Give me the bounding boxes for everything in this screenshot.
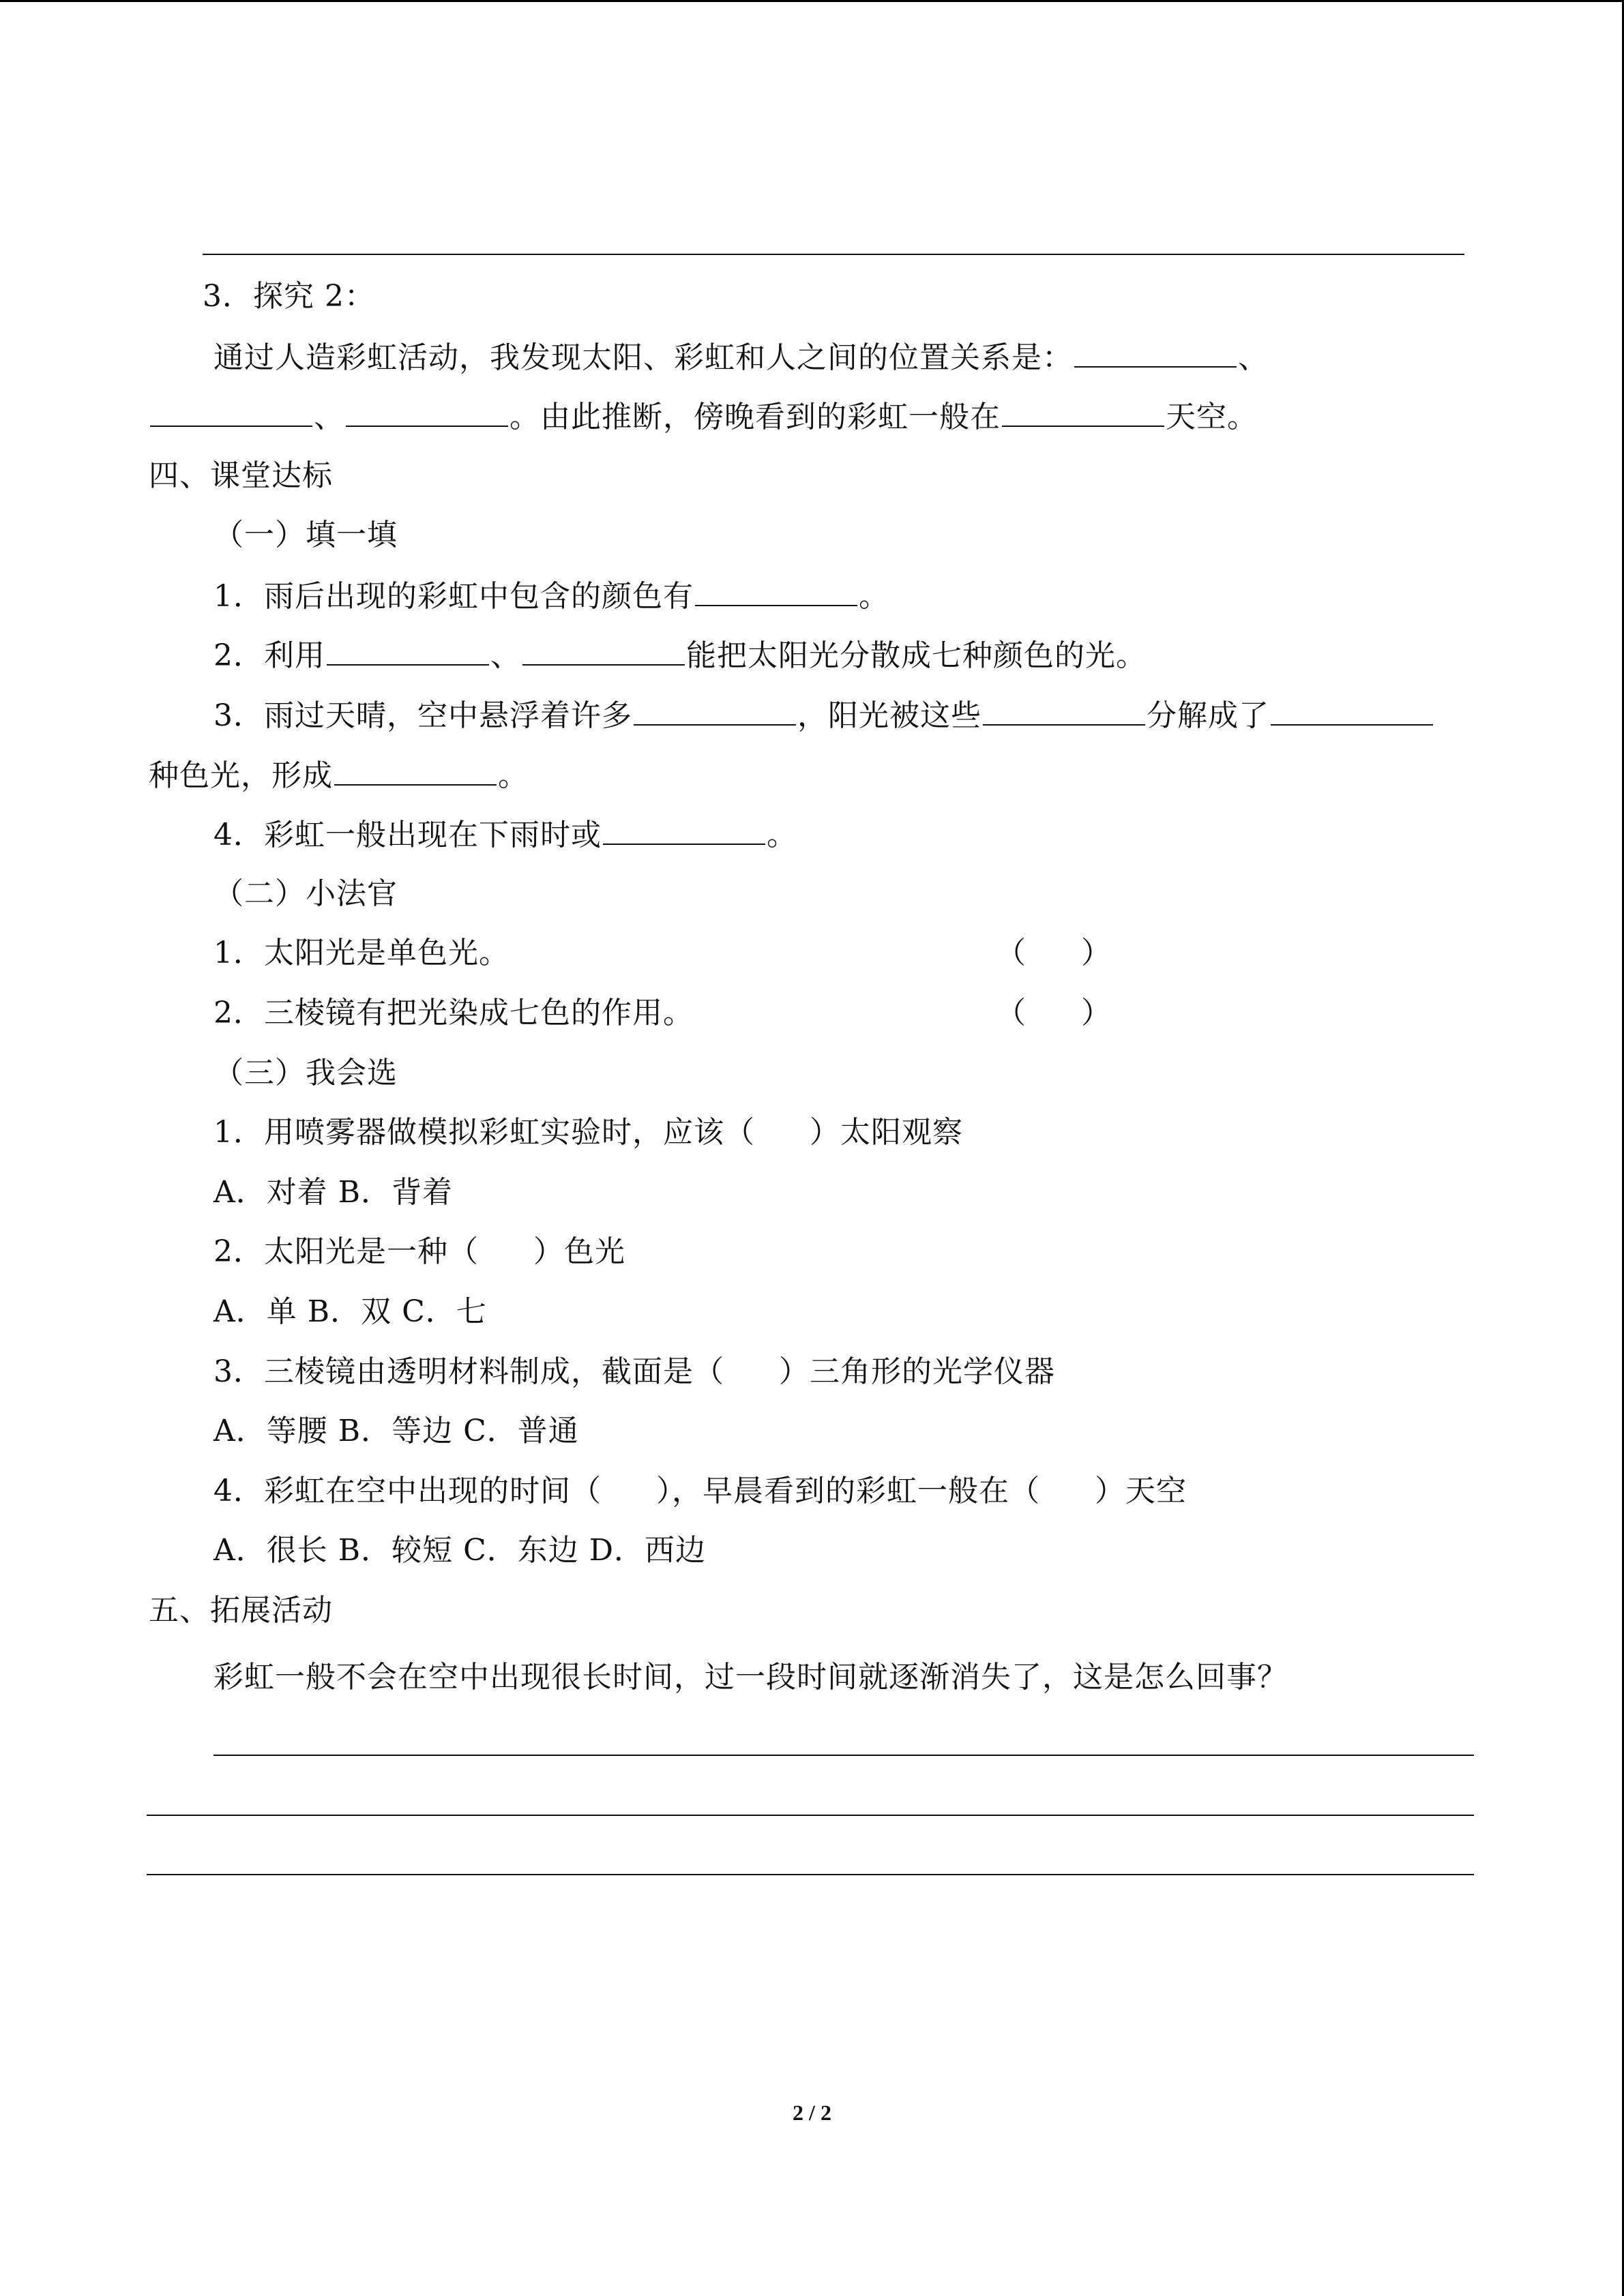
explore-heading: 3．探究 2：	[203, 279, 375, 314]
choose-question-2: 2．太阳光是一种（ ）色光	[213, 1234, 625, 1269]
section-5-title: 五、拓展活动	[149, 1593, 333, 1628]
choose-title: （三）我会选	[213, 1056, 398, 1090]
choose-options-3: A．等腰 B．等边 C．普通	[213, 1414, 579, 1448]
judge-question-1: 1．太阳光是单色光。	[213, 936, 510, 970]
blank-input[interactable]	[346, 396, 508, 427]
judge-answer-2[interactable]: （ ）	[996, 996, 1112, 1030]
explore-line-2: 、 。由此推断，傍晚看到的彩虹一般在 天空。	[149, 396, 1258, 438]
judge-answer-1[interactable]: （ ）	[996, 936, 1112, 970]
answer-line[interactable]	[147, 1874, 1474, 1875]
page-frame-top	[0, 0, 1624, 2]
blank-input[interactable]	[634, 694, 796, 726]
choose-question-4: 4．彩虹在空中出现的时间（ ），早晨看到的彩虹一般在（ ）天空	[213, 1474, 1187, 1508]
blank-input[interactable]	[334, 754, 497, 786]
blank-input[interactable]	[1002, 396, 1164, 427]
explore-line-1: 通过人造彩虹活动，我发现太阳、彩虹和人之间的位置关系是： 、	[213, 336, 1269, 378]
choose-options-1: A．对着 B．背着	[213, 1175, 454, 1210]
blank-input[interactable]	[327, 634, 489, 666]
extension-question: 彩虹一般不会在空中出现很长时间，过一段时间就逐渐消失了，这是怎么回事？	[213, 1660, 1288, 1695]
choose-options-2: A．单 B．双 C．七	[213, 1294, 487, 1329]
fill-question-1: 1．雨后出现的彩虹中包含的颜色有 。	[213, 575, 889, 617]
fill-question-3: 3．雨过天晴，空中悬浮着许多 ，阳光被这些 分解成了	[213, 694, 1434, 736]
judge-title: （二）小法官	[213, 876, 398, 911]
choose-options-4: A．很长 B．较短 C．东边 D．西边	[213, 1533, 707, 1568]
blank-input[interactable]	[1271, 694, 1433, 726]
blank-input[interactable]	[603, 814, 765, 845]
fill-question-2: 2．利用 、 能把太阳光分散成七种颜色的光。	[213, 634, 1147, 676]
answer-line[interactable]	[213, 1755, 1474, 1756]
blank-input[interactable]	[695, 575, 857, 606]
choose-question-3: 3．三棱镜由透明材料制成，截面是（ ）三角形的光学仪器	[213, 1354, 1055, 1389]
blank-input[interactable]	[522, 634, 685, 666]
page-number: 2 / 2	[793, 2100, 831, 2125]
blank-input[interactable]	[150, 396, 312, 427]
blank-input[interactable]	[983, 694, 1145, 726]
fill-title: （一）填一填	[213, 518, 398, 552]
fill-question-3-cont: 种色光，形成 。	[149, 754, 529, 796]
answer-line-top	[203, 254, 1464, 255]
answer-line[interactable]	[147, 1815, 1474, 1816]
blank-input[interactable]	[1074, 336, 1237, 368]
section-4-title: 四、课堂达标	[149, 458, 333, 493]
judge-question-2: 2．三棱镜有把光染成七色的作用。	[213, 996, 694, 1030]
fill-question-4: 4．彩虹一般出现在下雨时或 。	[213, 814, 797, 856]
choose-question-1: 1．用喷雾器做模拟彩虹实验时，应该（ ）太阳观察	[213, 1115, 963, 1150]
